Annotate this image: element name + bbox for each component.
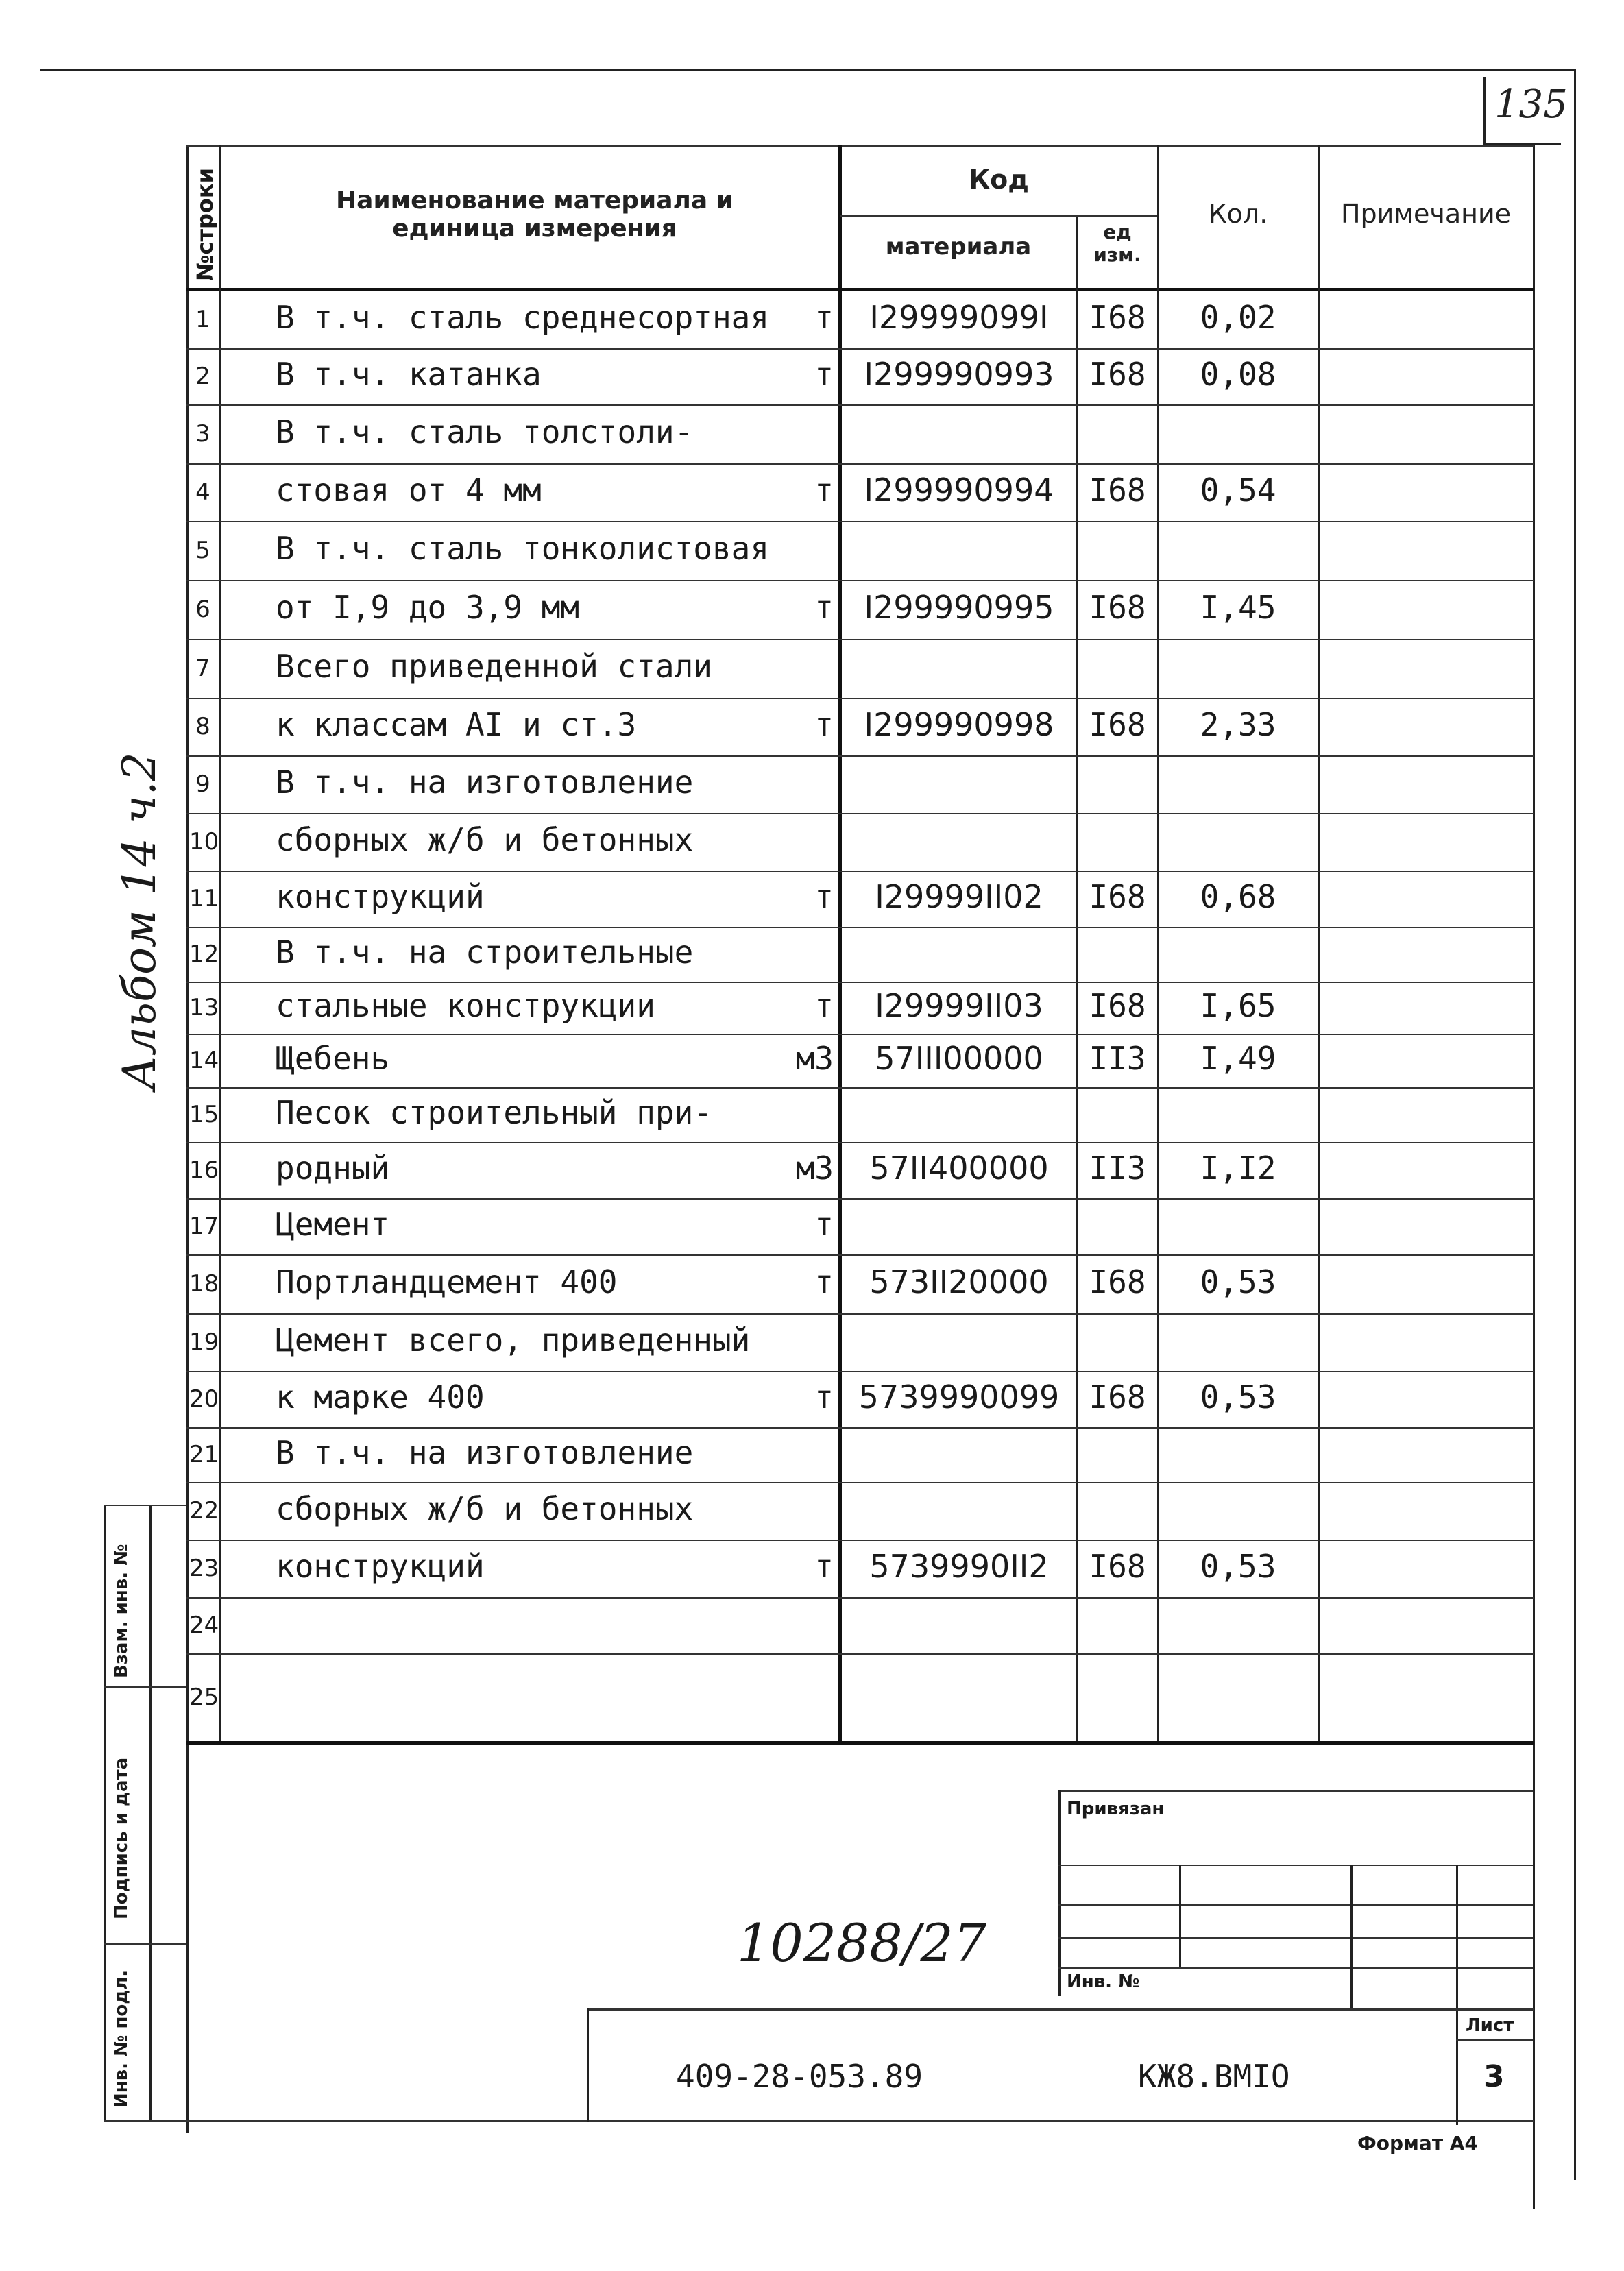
row-separator <box>186 871 1534 872</box>
quantity: 0,54 <box>1200 472 1276 509</box>
material-code: I29999099I <box>869 299 1049 336</box>
unit-code: I68 <box>1089 472 1146 509</box>
row-separator <box>186 1653 1534 1655</box>
unit-code: I68 <box>1089 299 1146 336</box>
row-separator <box>186 1371 1534 1372</box>
material-code: I299990993 <box>864 356 1054 393</box>
quantity: I,I2 <box>1200 1150 1276 1187</box>
title-block-left <box>587 2008 589 2122</box>
table-left-border <box>186 145 189 2133</box>
name-unit: т <box>814 356 834 393</box>
material-name: Цемент <box>276 1206 390 1243</box>
quantity: 0,53 <box>1200 1379 1276 1416</box>
side-stamp-div1 <box>104 1686 186 1688</box>
name-unit: т <box>814 589 834 626</box>
row-separator <box>186 1427 1534 1429</box>
name-unit: т <box>814 299 834 336</box>
material-name: конструкций <box>276 1548 485 1585</box>
header-code: Код <box>969 165 1029 195</box>
row-number: 22 <box>189 1497 219 1525</box>
row-separator <box>186 1597 1534 1599</box>
material-name: конструкций <box>276 878 485 915</box>
row-separator <box>186 698 1534 699</box>
material-name: Песок строительный при- <box>276 1094 712 1131</box>
side-stamp-top <box>104 1505 186 1506</box>
name-unit: т <box>814 987 834 1024</box>
header-row-number: №строки <box>192 167 218 281</box>
quantity: 0,08 <box>1200 356 1276 393</box>
privyazan-col3 <box>1456 1865 1458 2125</box>
row-separator <box>186 463 1534 465</box>
frame-right-border <box>1574 69 1576 2180</box>
col-sep-qty <box>1318 145 1320 1742</box>
row-number: 13 <box>189 994 219 1021</box>
row-separator <box>186 1142 1534 1143</box>
row-number: 15 <box>189 1101 219 1128</box>
side-stamp-bottom <box>104 2120 1534 2122</box>
row-number: 14 <box>189 1047 219 1074</box>
header-unit: ед изм. <box>1093 221 1141 266</box>
privyazan-top <box>1058 1790 1533 1792</box>
material-name: родный <box>276 1150 390 1187</box>
album-note: Альбом 14 ч.2 <box>113 752 166 1090</box>
side-stamp-div2 <box>104 1943 186 1945</box>
col-sep-name <box>838 145 842 1742</box>
row-number: 17 <box>189 1213 219 1240</box>
unit-code: I68 <box>1089 706 1146 743</box>
row-separator <box>186 755 1534 757</box>
privyazan-line3 <box>1058 1937 1533 1939</box>
side-stamp-left <box>104 1505 106 2122</box>
row-number: 20 <box>189 1385 219 1413</box>
row-number: 9 <box>195 770 210 798</box>
material-code: I29999II02 <box>875 878 1043 915</box>
material-name: В т.ч. сталь среднесортная <box>276 299 770 336</box>
inv-no-label: Инв. № <box>1067 1971 1140 1992</box>
row-separator <box>186 639 1534 640</box>
material-name: В т.ч. катанка <box>276 356 542 393</box>
row-number: 19 <box>189 1328 219 1356</box>
privyazan-col2 <box>1350 1865 1353 2008</box>
material-name: сборных ж/б и бетонных <box>276 1490 694 1527</box>
name-unit: т <box>814 472 834 509</box>
row-number: 6 <box>195 596 210 623</box>
unit-code: I68 <box>1089 589 1146 626</box>
list-divider <box>1456 2039 1533 2041</box>
material-name: Цемент всего, приведенный <box>276 1322 751 1359</box>
material-name: Портландцемент 400 <box>276 1263 618 1300</box>
material-name: В т.ч. на строительные <box>276 934 694 971</box>
row-separator <box>186 1482 1534 1483</box>
row-number: 1 <box>195 306 210 333</box>
format-label: Формат А4 <box>1357 2132 1478 2154</box>
material-name: Щебень <box>276 1040 390 1077</box>
material-name: стальные конструкции <box>276 987 655 1024</box>
row-separator <box>186 1254 1534 1256</box>
name-unit: м3 <box>795 1040 834 1077</box>
quantity: I,45 <box>1200 589 1276 626</box>
table-bottom-line <box>186 1741 1534 1745</box>
unit-code: I68 <box>1089 1548 1146 1585</box>
name-unit: т <box>814 1548 834 1585</box>
document-suffix: КЖ8.ВМIО <box>1138 2058 1290 2095</box>
unit-code: I68 <box>1089 1263 1146 1300</box>
col-sep-rownum <box>219 145 221 1742</box>
header-qty: Кол. <box>1208 199 1268 229</box>
header-top-line <box>186 145 1534 147</box>
material-code: 57III00000 <box>875 1040 1043 1077</box>
row-separator <box>186 1313 1534 1315</box>
material-code: 5739990099 <box>858 1379 1060 1416</box>
material-name: стовая от 4 мм <box>276 472 542 509</box>
row-number: 8 <box>195 713 210 740</box>
row-separator <box>186 1087 1534 1089</box>
row-separator <box>186 348 1534 350</box>
header-note: Примечание <box>1340 199 1512 229</box>
col-sep-material <box>1076 215 1078 1742</box>
material-code: I29999II03 <box>875 987 1043 1024</box>
privyazan-col1 <box>1179 1865 1181 1967</box>
row-number: 3 <box>195 420 210 448</box>
code-subheader-line <box>840 215 1157 217</box>
row-number: 7 <box>195 655 210 682</box>
row-separator <box>186 927 1534 928</box>
quantity: 0,53 <box>1200 1548 1276 1585</box>
material-code: 5739990II2 <box>869 1548 1049 1585</box>
row-separator <box>186 1034 1534 1035</box>
quantity: 0,02 <box>1200 299 1276 336</box>
material-name: от I,9 до 3,9 мм <box>276 589 580 626</box>
material-code: I299990998 <box>864 706 1054 743</box>
sheet-number: 3 <box>1483 2059 1505 2094</box>
row-number: 10 <box>189 828 219 855</box>
unit-code: II3 <box>1089 1040 1146 1077</box>
material-name: к марке 400 <box>276 1379 485 1416</box>
name-unit: т <box>814 1263 834 1300</box>
unit-code: I68 <box>1089 987 1146 1024</box>
unit-code: I68 <box>1089 878 1146 915</box>
col-sep-unit <box>1157 145 1159 1742</box>
privyazan-left <box>1058 1790 1061 1996</box>
name-unit: м3 <box>795 1150 834 1187</box>
row-separator <box>186 1198 1534 1200</box>
row-separator <box>186 813 1534 814</box>
row-number: 24 <box>189 1612 219 1639</box>
row-number: 21 <box>189 1441 219 1468</box>
row-separator <box>186 982 1534 983</box>
unit-code: I68 <box>1089 356 1146 393</box>
side-stamp-inner <box>149 1505 152 2122</box>
header-name: Наименование материала и единица измерения <box>336 186 734 243</box>
material-name: В т.ч. на изготовление <box>276 1434 694 1471</box>
material-code: 573II20000 <box>869 1263 1049 1300</box>
row-separator <box>186 404 1534 406</box>
material-name: Всего приведенной стали <box>276 648 712 685</box>
material-code: 57II400000 <box>869 1150 1049 1187</box>
row-number: 5 <box>195 537 210 564</box>
header-material: материала <box>885 233 1032 260</box>
quantity: 0,53 <box>1200 1263 1276 1300</box>
title-block-top <box>587 2008 1534 2011</box>
quantity: 2,33 <box>1200 706 1276 743</box>
side-label-podpis: Подпись и дата <box>111 1757 132 1919</box>
row-number: 18 <box>189 1270 219 1298</box>
row-number: 12 <box>189 940 219 968</box>
material-code: I299990994 <box>864 472 1054 509</box>
document-code: 409-28-053.89 <box>676 2058 923 2095</box>
side-label-inv-podl: Инв. № подл. <box>111 1969 132 2108</box>
page-number: 135 <box>1494 82 1568 127</box>
row-number: 11 <box>189 885 219 912</box>
material-code: I299990995 <box>864 589 1054 626</box>
name-unit: т <box>814 706 834 743</box>
privyazan-line2 <box>1058 1904 1533 1906</box>
row-separator <box>186 521 1534 522</box>
row-number: 4 <box>195 478 210 506</box>
row-separator <box>186 580 1534 581</box>
row-number: 25 <box>189 1684 219 1711</box>
material-name: сборных ж/б и бетонных <box>276 821 694 858</box>
table-right-border <box>1533 145 1535 2209</box>
side-label-vzam: Взам. инв. № <box>111 1544 132 1678</box>
list-label: Лист <box>1466 2015 1514 2036</box>
quantity: 0,68 <box>1200 878 1276 915</box>
row-number: 16 <box>189 1156 219 1184</box>
row-number: 2 <box>195 363 210 390</box>
handwritten-number: 10288/27 <box>737 1912 987 1974</box>
row-separator <box>186 1540 1534 1541</box>
row-number: 23 <box>189 1555 219 1582</box>
privyazan-line1 <box>1058 1865 1533 1866</box>
privyazan-line4 <box>1058 1967 1533 1969</box>
material-name: В т.ч. сталь толстоли- <box>276 413 694 450</box>
name-unit: т <box>814 1206 834 1243</box>
quantity: I,49 <box>1200 1040 1276 1077</box>
material-name: В т.ч. на изготовление <box>276 764 694 801</box>
unit-code: II3 <box>1089 1150 1146 1187</box>
name-unit: т <box>814 878 834 915</box>
name-unit: т <box>814 1379 834 1416</box>
material-name: В т.ч. сталь тонколистовая <box>276 530 770 567</box>
material-name: к классам АI и ст.3 <box>276 706 637 743</box>
privyazan-label: Привязан <box>1067 1799 1165 1819</box>
header-bottom-line <box>186 288 1534 291</box>
quantity: I,65 <box>1200 987 1276 1024</box>
unit-code: I68 <box>1089 1379 1146 1416</box>
